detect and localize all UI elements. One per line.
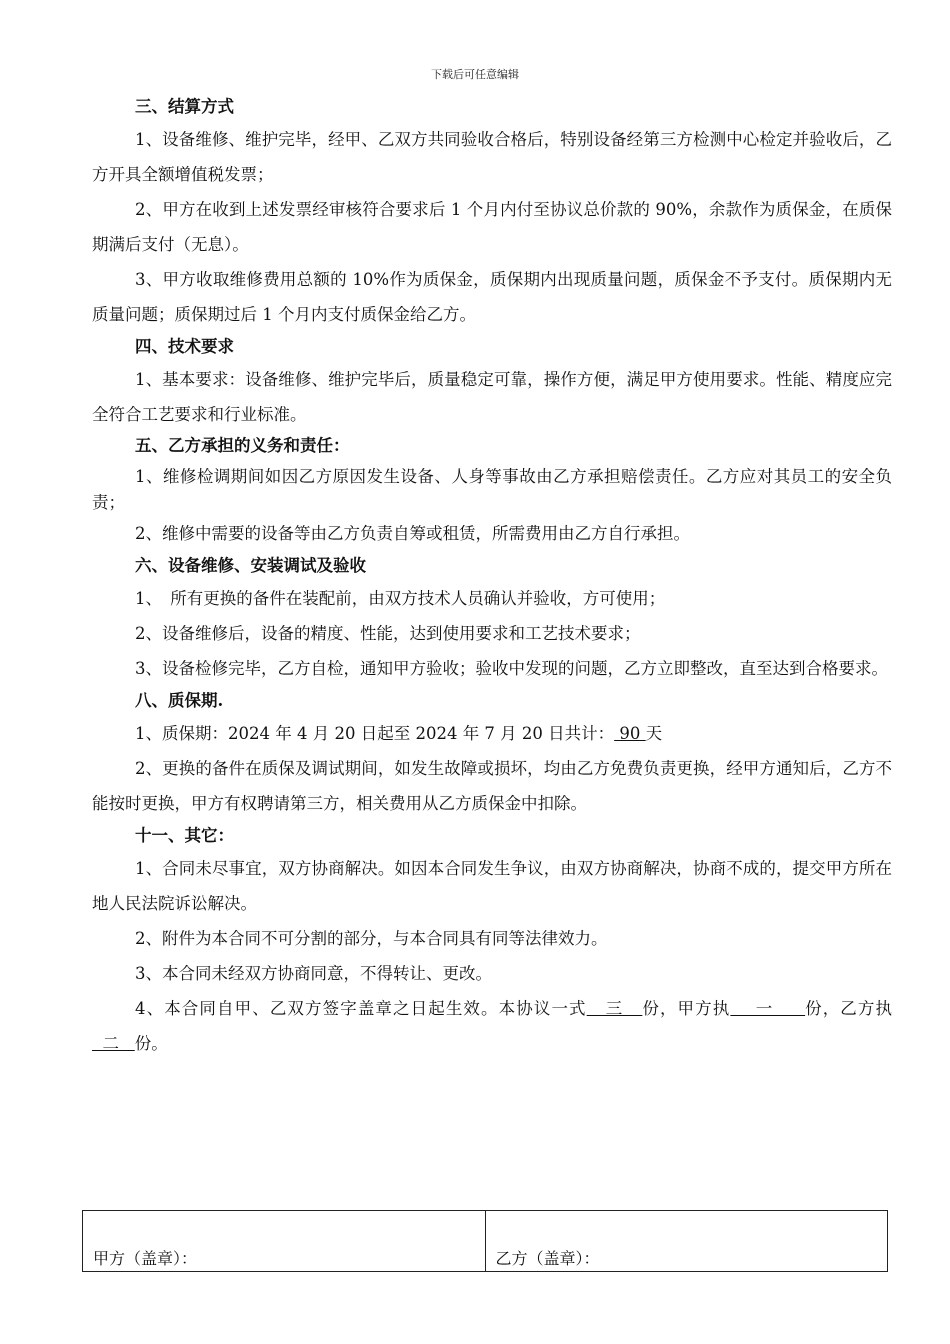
- obligations-clause-2: 2、维修中需要的设备等由乙方负责自筹或租赁，所需费用由乙方自行承担。: [135, 524, 690, 543]
- party-b-signature-cell: [485, 1211, 888, 1271]
- warranty-clause-2: 2、更换的备件在质保及调试期间，如发生故障或损坏，均由乙方免费负责更换，经甲方通知后，乙方不能按时更换，甲方有权聘请第三方，相关费用从乙方质保金中扣除。: [92, 759, 892, 813]
- obligations-clause-1: 1、维修检调期间如因乙方原因发生设备、人身等事故由乙方承担赔偿责任。乙方应对其员工的安全负责；: [92, 467, 892, 512]
- signature-table: [82, 1210, 888, 1272]
- acceptance-clause-2: 2、设备维修后，设备的精度、性能，达到使用要求和工艺技术要求；: [135, 624, 641, 643]
- technical-clause-1: 1、基本要求：设备维修、维护完毕后，质量稳定可靠，操作方便，满足甲方使用要求。性能、精度应完全符合工艺要求和行业标准。: [92, 370, 892, 424]
- contract-body: [92, 92, 892, 1061]
- other-clause-3: 3、本合同未经双方协商同意，不得转让、更改。: [135, 964, 492, 983]
- party-a-signature-cell: [83, 1211, 485, 1271]
- copies-text-a: 4、本合同自甲、乙双方签字盖章之日起生效。本协议一式: [135, 999, 587, 1018]
- party-a-seal-label: 甲方（盖章）：: [93, 1249, 198, 1268]
- other-clause-4: [92, 991, 892, 1061]
- acceptance-clause-1: 1、 所有更换的备件在装配前，由双方技术人员确认并验收，方可使用；: [135, 589, 666, 608]
- warranty-days-field: 90: [614, 724, 646, 743]
- copies-text-d: 份。: [134, 1034, 168, 1053]
- section-acceptance-title: 六、设备维修、安装调试及验收: [135, 556, 366, 575]
- section-obligations-title: 五、乙方承担的义务和责任：: [135, 436, 350, 455]
- section-other-title: 十一、其它：: [135, 826, 234, 845]
- settlement-clause-2: 2、甲方在收到上述发票经审核符合要求后 1 个月内付至协议总价款的 90%，余款作为质保金，在质保期满后支付（无息）。: [92, 200, 892, 254]
- party-b-seal-label: 乙方（盖章）：: [495, 1249, 600, 1268]
- party-b-copies-field: 二: [92, 1034, 135, 1053]
- warranty-clause-1: [92, 716, 892, 751]
- settlement-clause-1: 1、设备维修、维护完毕，经甲、乙双方共同验收合格后，特别设备经第三方检测中心检定并验收后，乙方开具全额增值税发票；: [92, 130, 892, 184]
- page-header: 下载后可任意编辑: [431, 68, 519, 81]
- copies-text-c: 份，乙方执: [805, 999, 893, 1018]
- copies-text-b: 份，甲方执: [642, 999, 731, 1018]
- warranty-period-text: 1、质保期：2024 年 4 月 20 日起至 2024 年 7 月 20 日共计：: [135, 724, 615, 743]
- section-settlement-title: 三、结算方式: [135, 97, 234, 116]
- total-copies-field: 三: [586, 999, 643, 1018]
- other-clause-2: 2、附件为本合同不可分割的部分，与本合同具有同等法律效力。: [135, 929, 608, 948]
- acceptance-clause-3: 3、设备检修完毕，乙方自检，通知甲方验收；验收中发现的问题，乙方立即整改，直至达到合格要求。: [135, 659, 888, 678]
- other-clause-1: 1、合同未尽事宜，双方协商解决。如因本合同发生争议，由双方协商解决，协商不成的，提交甲方所在地人民法院诉讼解决。: [92, 859, 892, 913]
- section-technical-title: 四、技术要求: [135, 337, 234, 356]
- party-a-copies-field: 一: [730, 999, 806, 1018]
- section-warranty-title: 八、质保期.: [135, 691, 224, 710]
- warranty-days-unit: 天: [645, 724, 663, 743]
- settlement-clause-3: 3、甲方收取维修费用总额的 10%作为质保金，质保期内出现质量问题，质保金不予支付。质保期内无质量问题；质保期过后 1 个月内支付质保金给乙方。: [92, 270, 892, 324]
